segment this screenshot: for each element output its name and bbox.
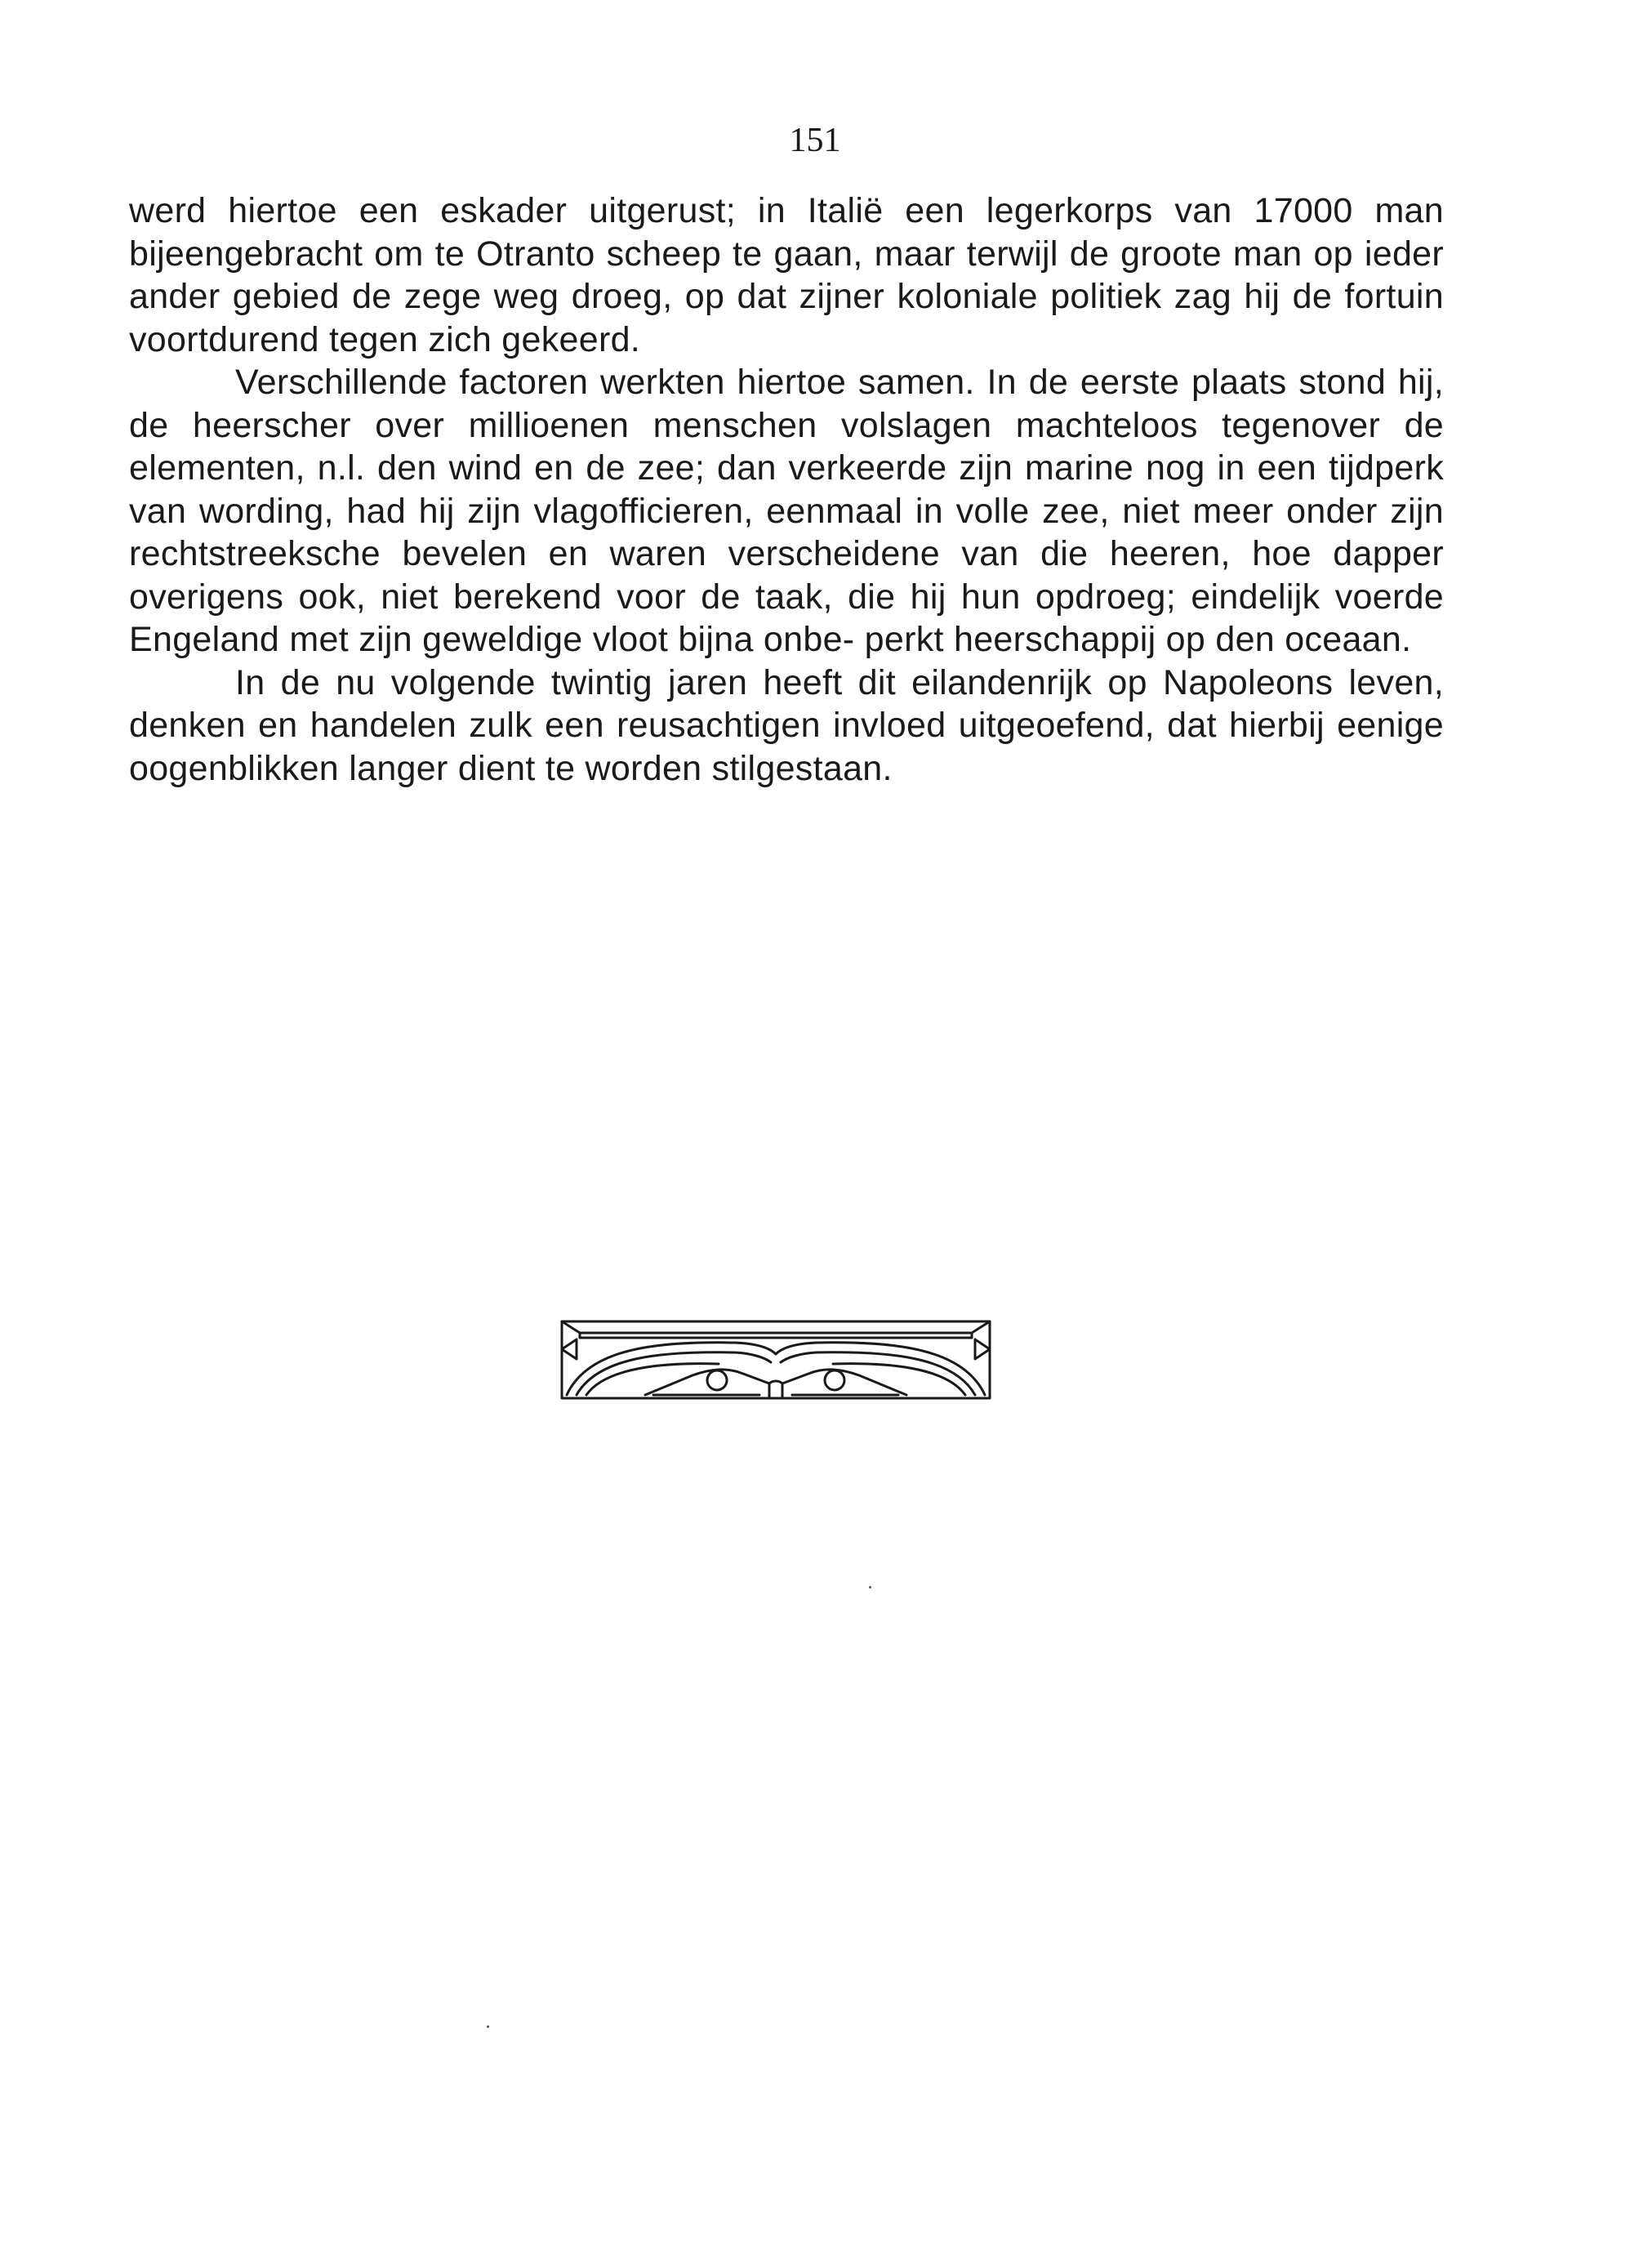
text-line: hierbij eenige oogenblikken langer dient te worden stilgestaan. [129, 706, 1444, 788]
text-line: bijeengebracht om te Otranto scheep te gaan, maar terwijl de groote man [129, 234, 1314, 274]
scan-speck [869, 1586, 871, 1588]
text-line: leven, denken en handelen zulk een reusachtigen invloed uitgeoefend, dat [129, 662, 1444, 745]
paragraph-1 [129, 189, 1444, 361]
text-line: de elementen, n.l. den wind en de zee; dan verkeerde zijn marine nog in [129, 405, 1444, 488]
text-line: werd hiertoe een eskader uitgerust; in Italië een legerkorps van 17000 man [129, 191, 1444, 230]
text-line: zag hij de fortuin voortdurend tegen zich gekeerd. [129, 277, 1444, 359]
text-line: Verschillende factoren werkten hiertoe samen. In de eerste plaats stond [235, 363, 1398, 402]
text-line: hun opdroeg; eindelijk voerde Engeland met zijn geweldige vloot bijna onbe- [129, 577, 1444, 659]
paragraph-3 [129, 662, 1444, 791]
paragraph-2 [129, 361, 1444, 662]
text-line: niet meer onder zijn rechtstreeksche bevelen en waren verscheidene van [129, 491, 1444, 573]
text-line: perkt heerschappij op den oceaan. [864, 620, 1412, 659]
text-line: hij, de heerscher over millioenen menschen volslagen machteloos tegenover [129, 363, 1444, 445]
text-line: op ieder ander gebied de zege weg droeg, op dat zijner koloniale politiek [129, 234, 1444, 316]
page-number: 151 [789, 122, 841, 159]
text-line: die heeren, hoe dapper overigens ook, niet berekend voor de taak, die hij [129, 534, 1444, 617]
body-text [129, 189, 1444, 790]
text-line: een tijdperk van wording, had hij zijn vlagofficieren, eenmaal in volle zee, [129, 448, 1444, 531]
tailpiece-ornament [555, 1317, 996, 1405]
text-line: In de nu volgende twintig jaren heeft dit eilandenrijk op Napoleons [235, 662, 1349, 702]
scan-speck [487, 2025, 489, 2028]
